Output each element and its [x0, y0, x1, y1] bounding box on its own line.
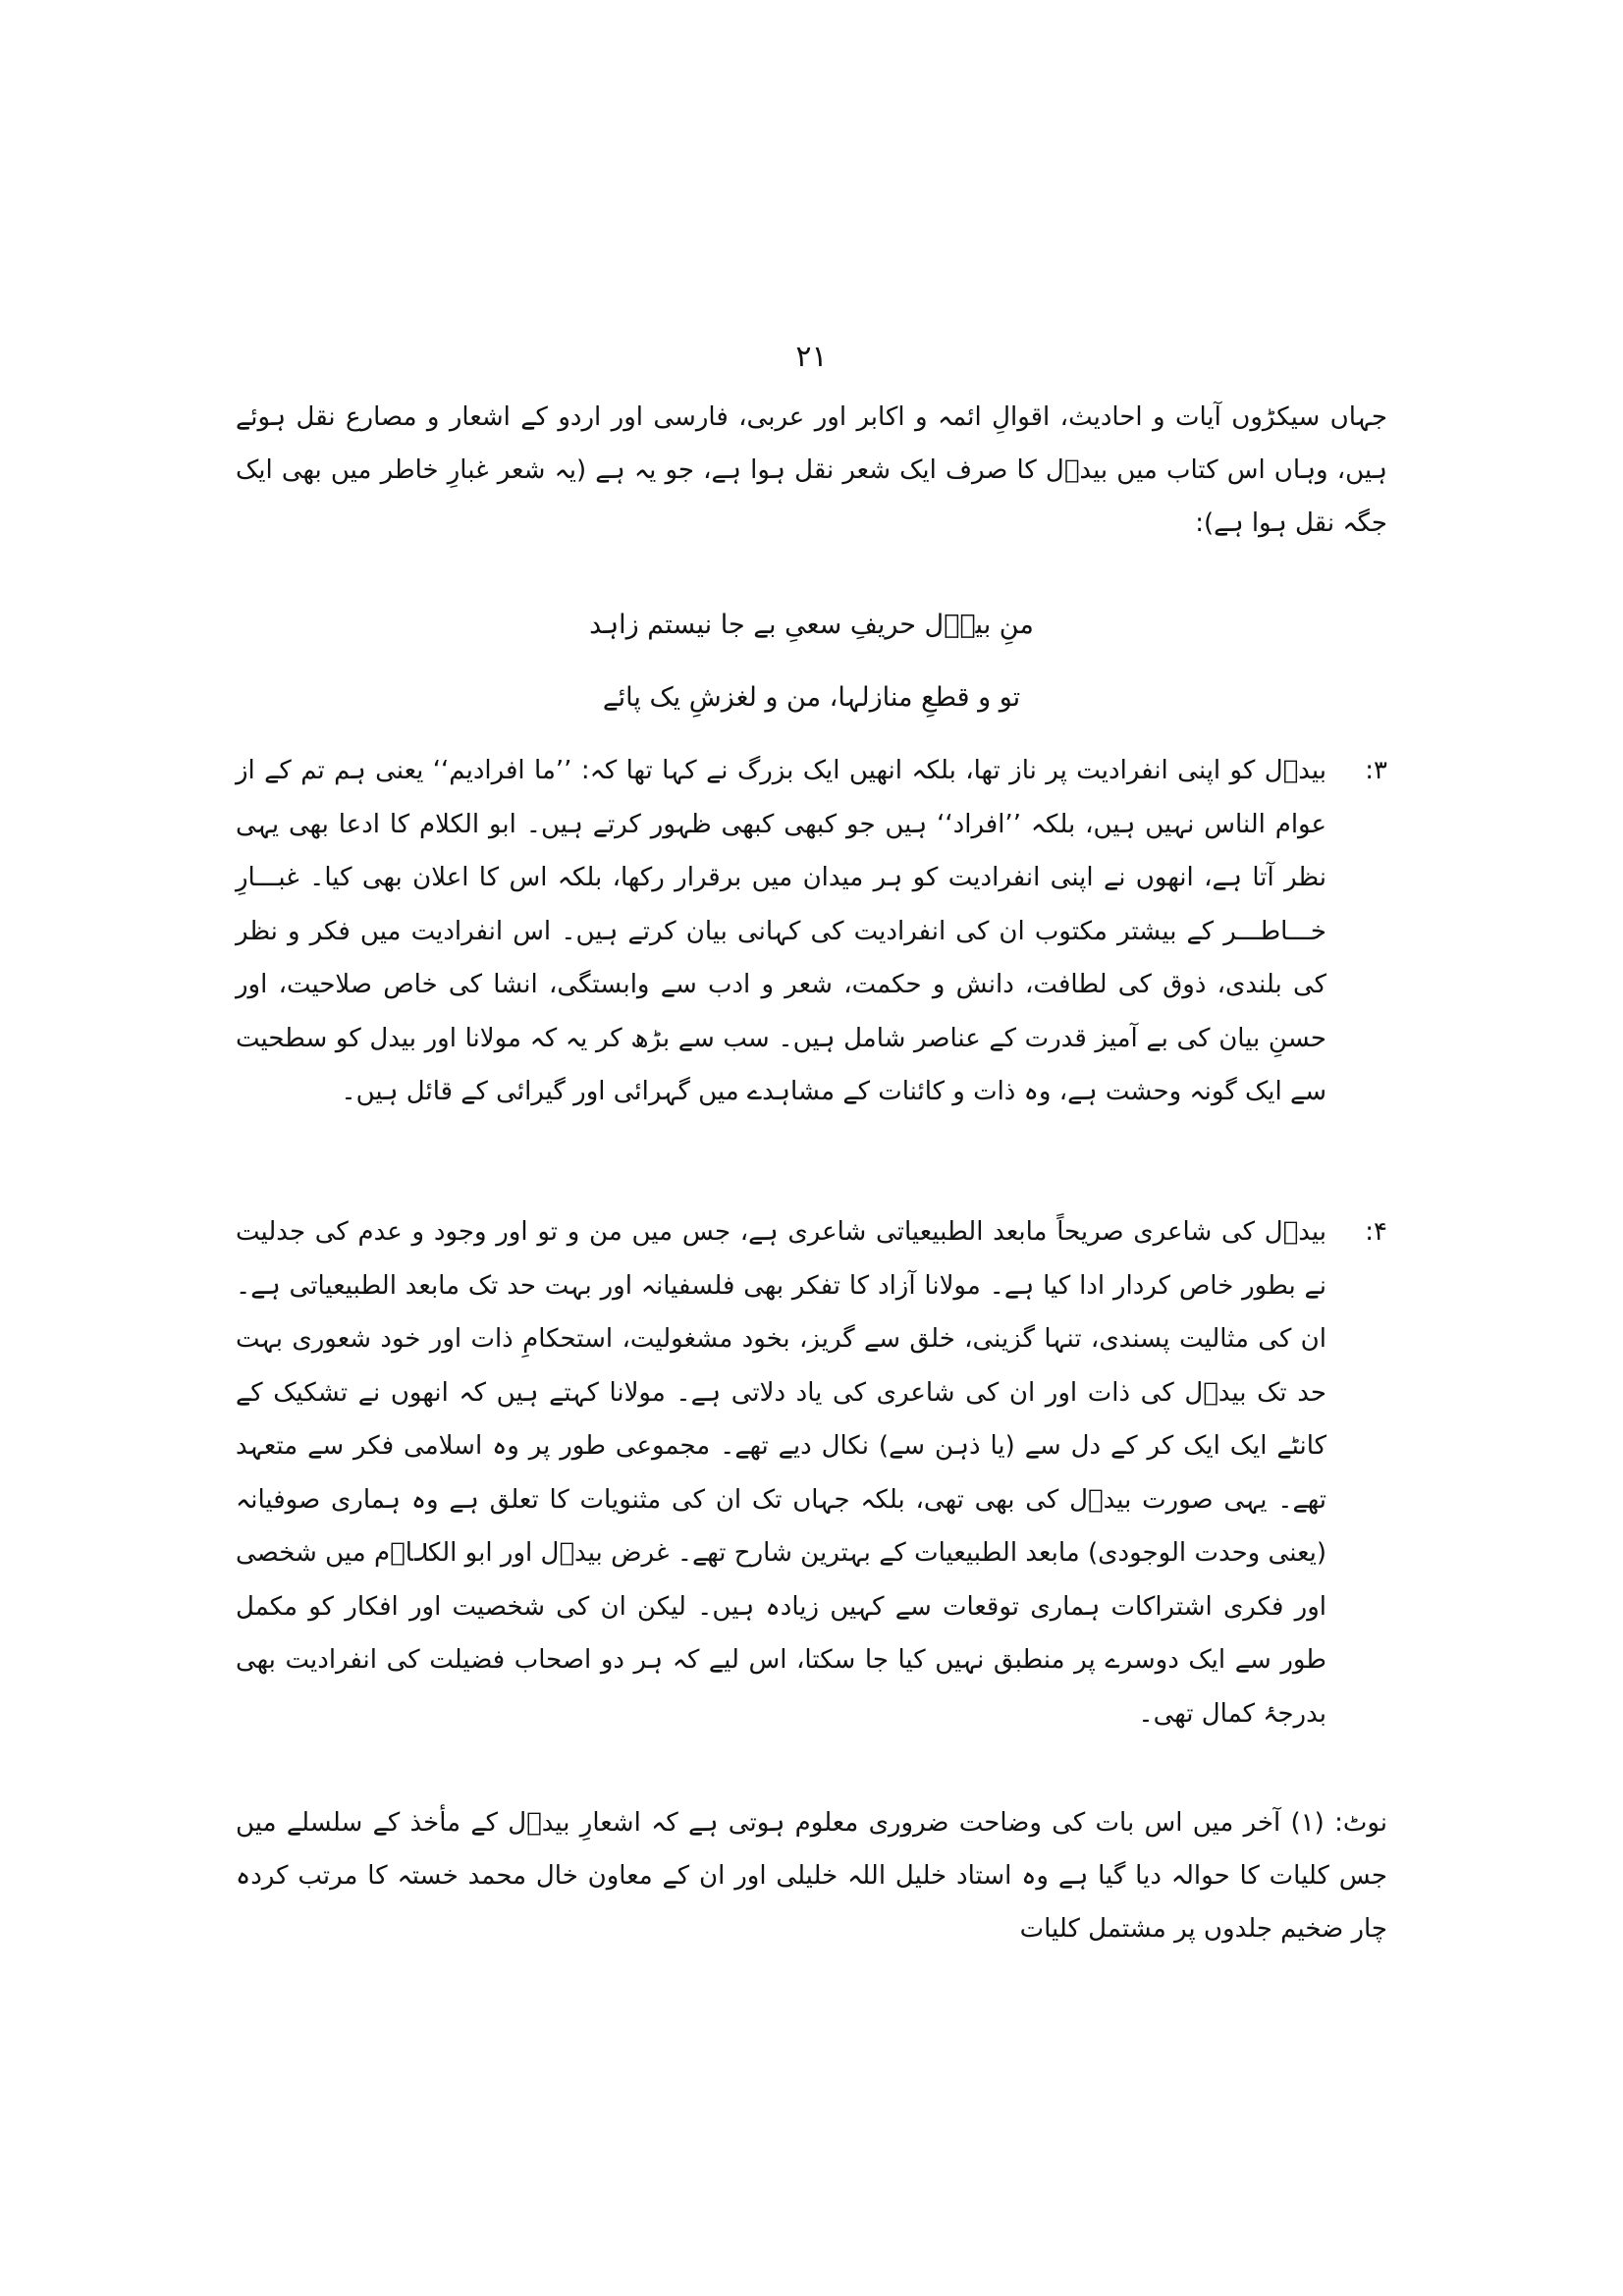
couplet-line-1: منِ بیدؔل حریفِ سعیِ بے جا نیستم زاہد — [589, 610, 1034, 640]
intro-paragraph: جہاں سیکڑوں آیات و احادیث، اقوالِ ائمہ و اکابر اور عربی، فارسی اور اردو کے اشعار و مصارع نقل ہوئے ہیں، وہاں اس کتاب میں بیدؔل کا صرف ایک شعر نقل ہوا ہے، جو یہ ہے (یہ شعر غبارِ خاطر میں بھی ایک جگہ نقل ہوا ہے): — [236, 402, 1387, 538]
persian-couplet — [236, 589, 1387, 734]
note-paragraph: نوٹ: (۱) آخر میں اس بات کی وضاحت ضروری معلوم ہوتی ہے کہ اشعارِ بیدؔل کے مأخذ کے سلسلے میں جس کلیات کا حوالہ دیا گیا ہے وہ استاد خلیل اللہ خلیلی اور ان کے معاون خال محمد خستہ کا مرتب کردہ چار ضخیم جلدوں پر مشتمل کلیات — [236, 1808, 1388, 1944]
item-number: ۳: — [1365, 756, 1387, 785]
item-number: ۴: — [1365, 1217, 1387, 1247]
numbered-item-3 — [236, 744, 1387, 1119]
numbered-item-4 — [236, 1205, 1387, 1740]
page-number: ۲۱ — [795, 340, 828, 374]
couplet-line-2: تو و قطعِ منازلہا، من و لغزشِ یک پائے — [602, 682, 1021, 713]
item-paragraph: بیدؔل کو اپنی انفرادیت پر ناز تھا، بلکہ انھیں ایک بزرگ نے کہا تھا کہ: ’’ما افرادیم‘‘ یعنی ہم تم کے از عوام الناس نہیں ہیں، بلکہ ’’افراد‘‘ ہیں جو کبھی کبھی ظہور کرتے ہیں۔ ابو الکلام کا ادعا بھی یہی نظر آتا ہے، انھوں نے اپنی انفرادیت کو ہر میدان میں برقرار رکھا، بلکہ اس کا اعلان بھی کیا۔ غبـــارِ خـــاطـــر کے بیشتر مکتوب ان کی انفرادیت کی کہانی بیان کرتے ہیں۔ اس انفرادیت میں فکر و نظر کی بلندی، ذوق کی لطافت، دانش و حکمت، شعر و ادب سے وابستگی، انشا کی خاص صلاحیت، اور حسنِ بیان کی بے آمیز قدرت کے عناصر شامل ہیں۔ سب سے بڑھ کر یہ کہ مولانا اور بیدل کو سطحیت سے ایک گونہ وحشت ہے، وہ ذات و کائنات کے مشاہدے میں گہرائی اور گیرائی کے قائل ہیں۔ — [236, 756, 1326, 1106]
item-paragraph: بیدؔل کی شاعری صریحاً مابعد الطبیعیاتی شاعری ہے، جس میں من و تو اور وجود و عدم کی جدلیت نے بطور خاص کردار ادا کیا ہے۔ مولانا آزاد کا تفکر بھی فلسفیانہ اور بہت حد تک مابعد الطبیعیاتی ہے۔ ان کی مثالیت پسندی، تنہا گزینی، خلق سے گریز، بخود مشغولیت، استحکامِ ذات اور خود شعوری بہت حد تک بیدؔل کی ذات اور ان کی شاعری کی یاد دلاتی ہے۔ مولانا کہتے ہیں کہ انھوں نے تشکیک کے کانٹے ایک ایک کر کے دل سے (یا ذہن سے) نکال دیے تھے۔ مجموعی طور پر وہ اسلامی فکر سے متعہد تھے۔ یہی صورت بیدؔل کی بھی تھی، بلکہ جہاں تک ان کی مثنویات کا تعلق ہے وہ ہماری صوفیانہ (یعنی وحدت الوجودی) مابعد الطبیعیات کے بہترین شارح تھے۔ غرض بیدؔل اور ابو الکلاؔم میں شخصی اور فکری اشتراکات ہماری توقعات سے کہیں زیادہ ہیں۔ لیکن ان کی شخصیت اور افکار کو مکمل طور سے ایک دوسرے پر منطبق نہیں کیا جا سکتا، اس لیے کہ ہر دو اصحاب فضیلت کی انفرادیت بھی بدرجۂ کمال تھی۔ — [236, 1217, 1326, 1729]
